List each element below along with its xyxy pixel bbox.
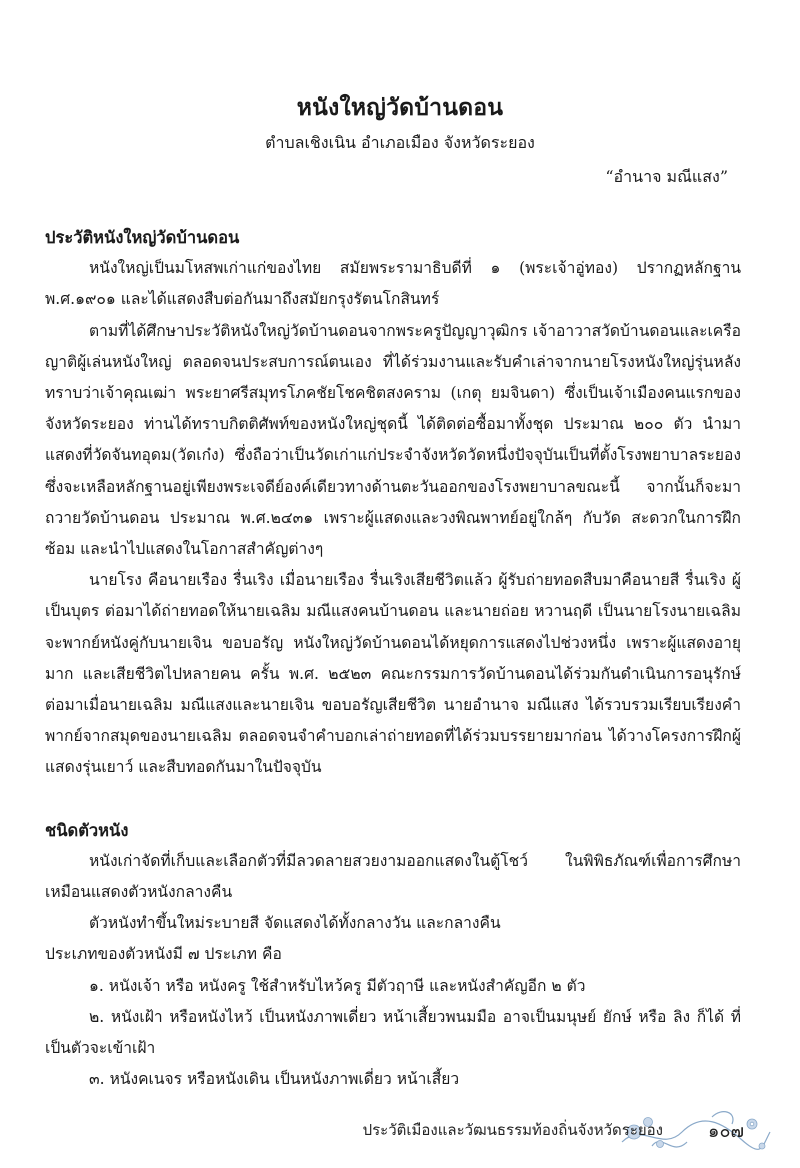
- page-number: ๑๐๗: [708, 1121, 744, 1142]
- document-subtitle: ตำบลเชิงเนิน อำเภอเมือง จังหวัดระยอง: [265, 133, 535, 152]
- paragraph: หนังเก่าจัดที่เก็บและเลือกตัวที่มีลวดลายสวยงามออกแสดงในตู้โชว์ ในพิพิธภัณฑ์เพื่อการศึกษา เหมือนแสดงตัวหนังกลางคืน: [45, 851, 741, 902]
- page-footer: [0, 1112, 800, 1168]
- list-item: ๓. หนังคเนจร หรือหนังเดิน เป็นหนังภาพเดี่ยว หน้าเสี้ยว: [89, 1070, 460, 1089]
- paragraph: นายโรง คือนายเรือง รื่นเริง เมื่อนายเรือง รื่นเริงเสียชีวิตแล้ว ผู้รับถ่ายทอดสืบมาคือนายสี รื่นเริง ผู้เป็นบุตร ต่อมาได้ถ่ายทอดให้นายเฉลิม มณีแสงคนบ้านดอน และนายถ่อย หวานฤดี เป็นนายโรงนายเฉลิมจะพากย์หนังคู่กับนายเจิน ขอบอรัญ หนังใหญ่วัดบ้านดอนได้หยุดการแสดงไปช่วงหนึ่ง เพราะผู้แสดงอายุมาก และเสียชีวิตไปหลายคน ครั้น พ.ศ. ๒๕๒๓ คณะกรรมการวัดบ้านดอนได้ร่วมกันดำเนินการอนุรักษ์ ต่อมาเมื่อนายเฉลิม มณีแสงและนายเจิน ขอบอรัญเสียชีวิต นายอำนาจ มณีแสง ได้รวบรวมเรียบเรียงคำพากย์จากสมุดของนายเฉลิม ตลอดจนจำคำบอกเล่าถ่ายทอดที่ได้ร่วมบรรยายมาก่อน ได้วางโครงการฝึกผู้แสดงรุ่นเยาว์ และสืบทอดกันมาในปัจจุบัน: [45, 571, 741, 777]
- paragraph: ตามที่ได้ศึกษาประวัติหนังใหญ่วัดบ้านดอนจากพระครูปัญญาวุฒิกร เจ้าอาวาสวัดบ้านดอนและเครือญาติผู้เล่นหนังใหญ่ ตลอดจนประสบการณ์ตนเอง ที่ได้ร่วมงานและรับคำเล่าจากนายโรงหนังใหญ่รุ่นหลัง ทราบว่าเจ้าคุณเฒ่า พระยาศรีสมุทรโภคชัยโชคชิตสงคราม (เกตุ ยมจินดา) ซึ่งเป็นเจ้าเมืองคนแรกของจังหวัดระยอง ท่านได้ทราบกิตติศัพท์ของหนังใหญ่ชุดนี้ ได้ติดต่อซื้อมาทั้งชุด ประมาณ ๒๐๐ ตัว นำมาแสดงที่วัดจันทอุดม(วัดเก๋ง) ซึ่งถือว่าเป็นวัดเก่าแก่ประจำจังหวัดวัดหนึ่งปัจจุบันเป็นที่ตั้งโรงพยาบาลระยอง ซึ่งจะเหลือหลักฐานอยู่เพียงพระเจดีย์องค์เดียวทางด้านตะวันออกของโรงพยาบาลขณะนี้ จากนั้นก็จะมาถวายวัดบ้านดอน ประมาณ พ.ศ.๒๔๓๑ เพราะผู้แสดงและวงพิณพาทย์อยู่ใกล้ๆ กับวัด สะดวกในการฝึกซ้อม และนำไปแสดงในโอกาสสำคัญต่างๆ: [45, 321, 741, 559]
- paragraph: ตัวหนังทำขึ้นใหม่ระบายสี จัดแสดงได้ทั้งกลางวัน และกลางคืน: [89, 914, 501, 933]
- paragraph: ประเภทของตัวหนังมี ๗ ประเภท คือ: [45, 945, 282, 964]
- section-heading-history: ประวัติหนังใหญ่วัดบ้านดอน: [45, 228, 240, 247]
- book-title: ประวัติเมืองและวัฒนธรรมท้องถิ่นจังหวัดระยอง: [362, 1121, 663, 1139]
- list-item: ๒. หนังเฝ้า หรือหนังไหว้ เป็นหนังภาพเดี่ยว หน้าเสี้ยวพนมมือ อาจเป็นมนุษย์ ยักษ์ หรือ ลิง ก็ได้ ที่เป็นตัวจะเข้าเฝ้า: [45, 1007, 741, 1058]
- list-item: ๑. หนังเจ้า หรือ หนังครู ใช้สำหรับไหว้ครู มีตัวฤาษี และหนังสำคัญอีก ๒ ตัว: [89, 976, 586, 995]
- document-body: [45, 222, 741, 1095]
- section-heading-puppet-types: ชนิดตัวหนัง: [45, 820, 129, 840]
- document-title: หนังใหญ่วัดบ้านดอน: [296, 94, 504, 121]
- section-gap: [45, 784, 741, 815]
- paragraph: หนังใหญ่เป็นมโหสพเก่าแก่ของไทย สมัยพระรามาธิบดีที่ ๑ (พระเจ้าอู่ทอง) ปรากฏหลักฐาน พ.ศ.๑๙๐๑ และได้แสดงสืบต่อกันมาถึงสมัยกรุงรัตนโกสินทร์: [45, 259, 741, 309]
- author-name: “อำนาจ มณีแสง”: [605, 167, 728, 186]
